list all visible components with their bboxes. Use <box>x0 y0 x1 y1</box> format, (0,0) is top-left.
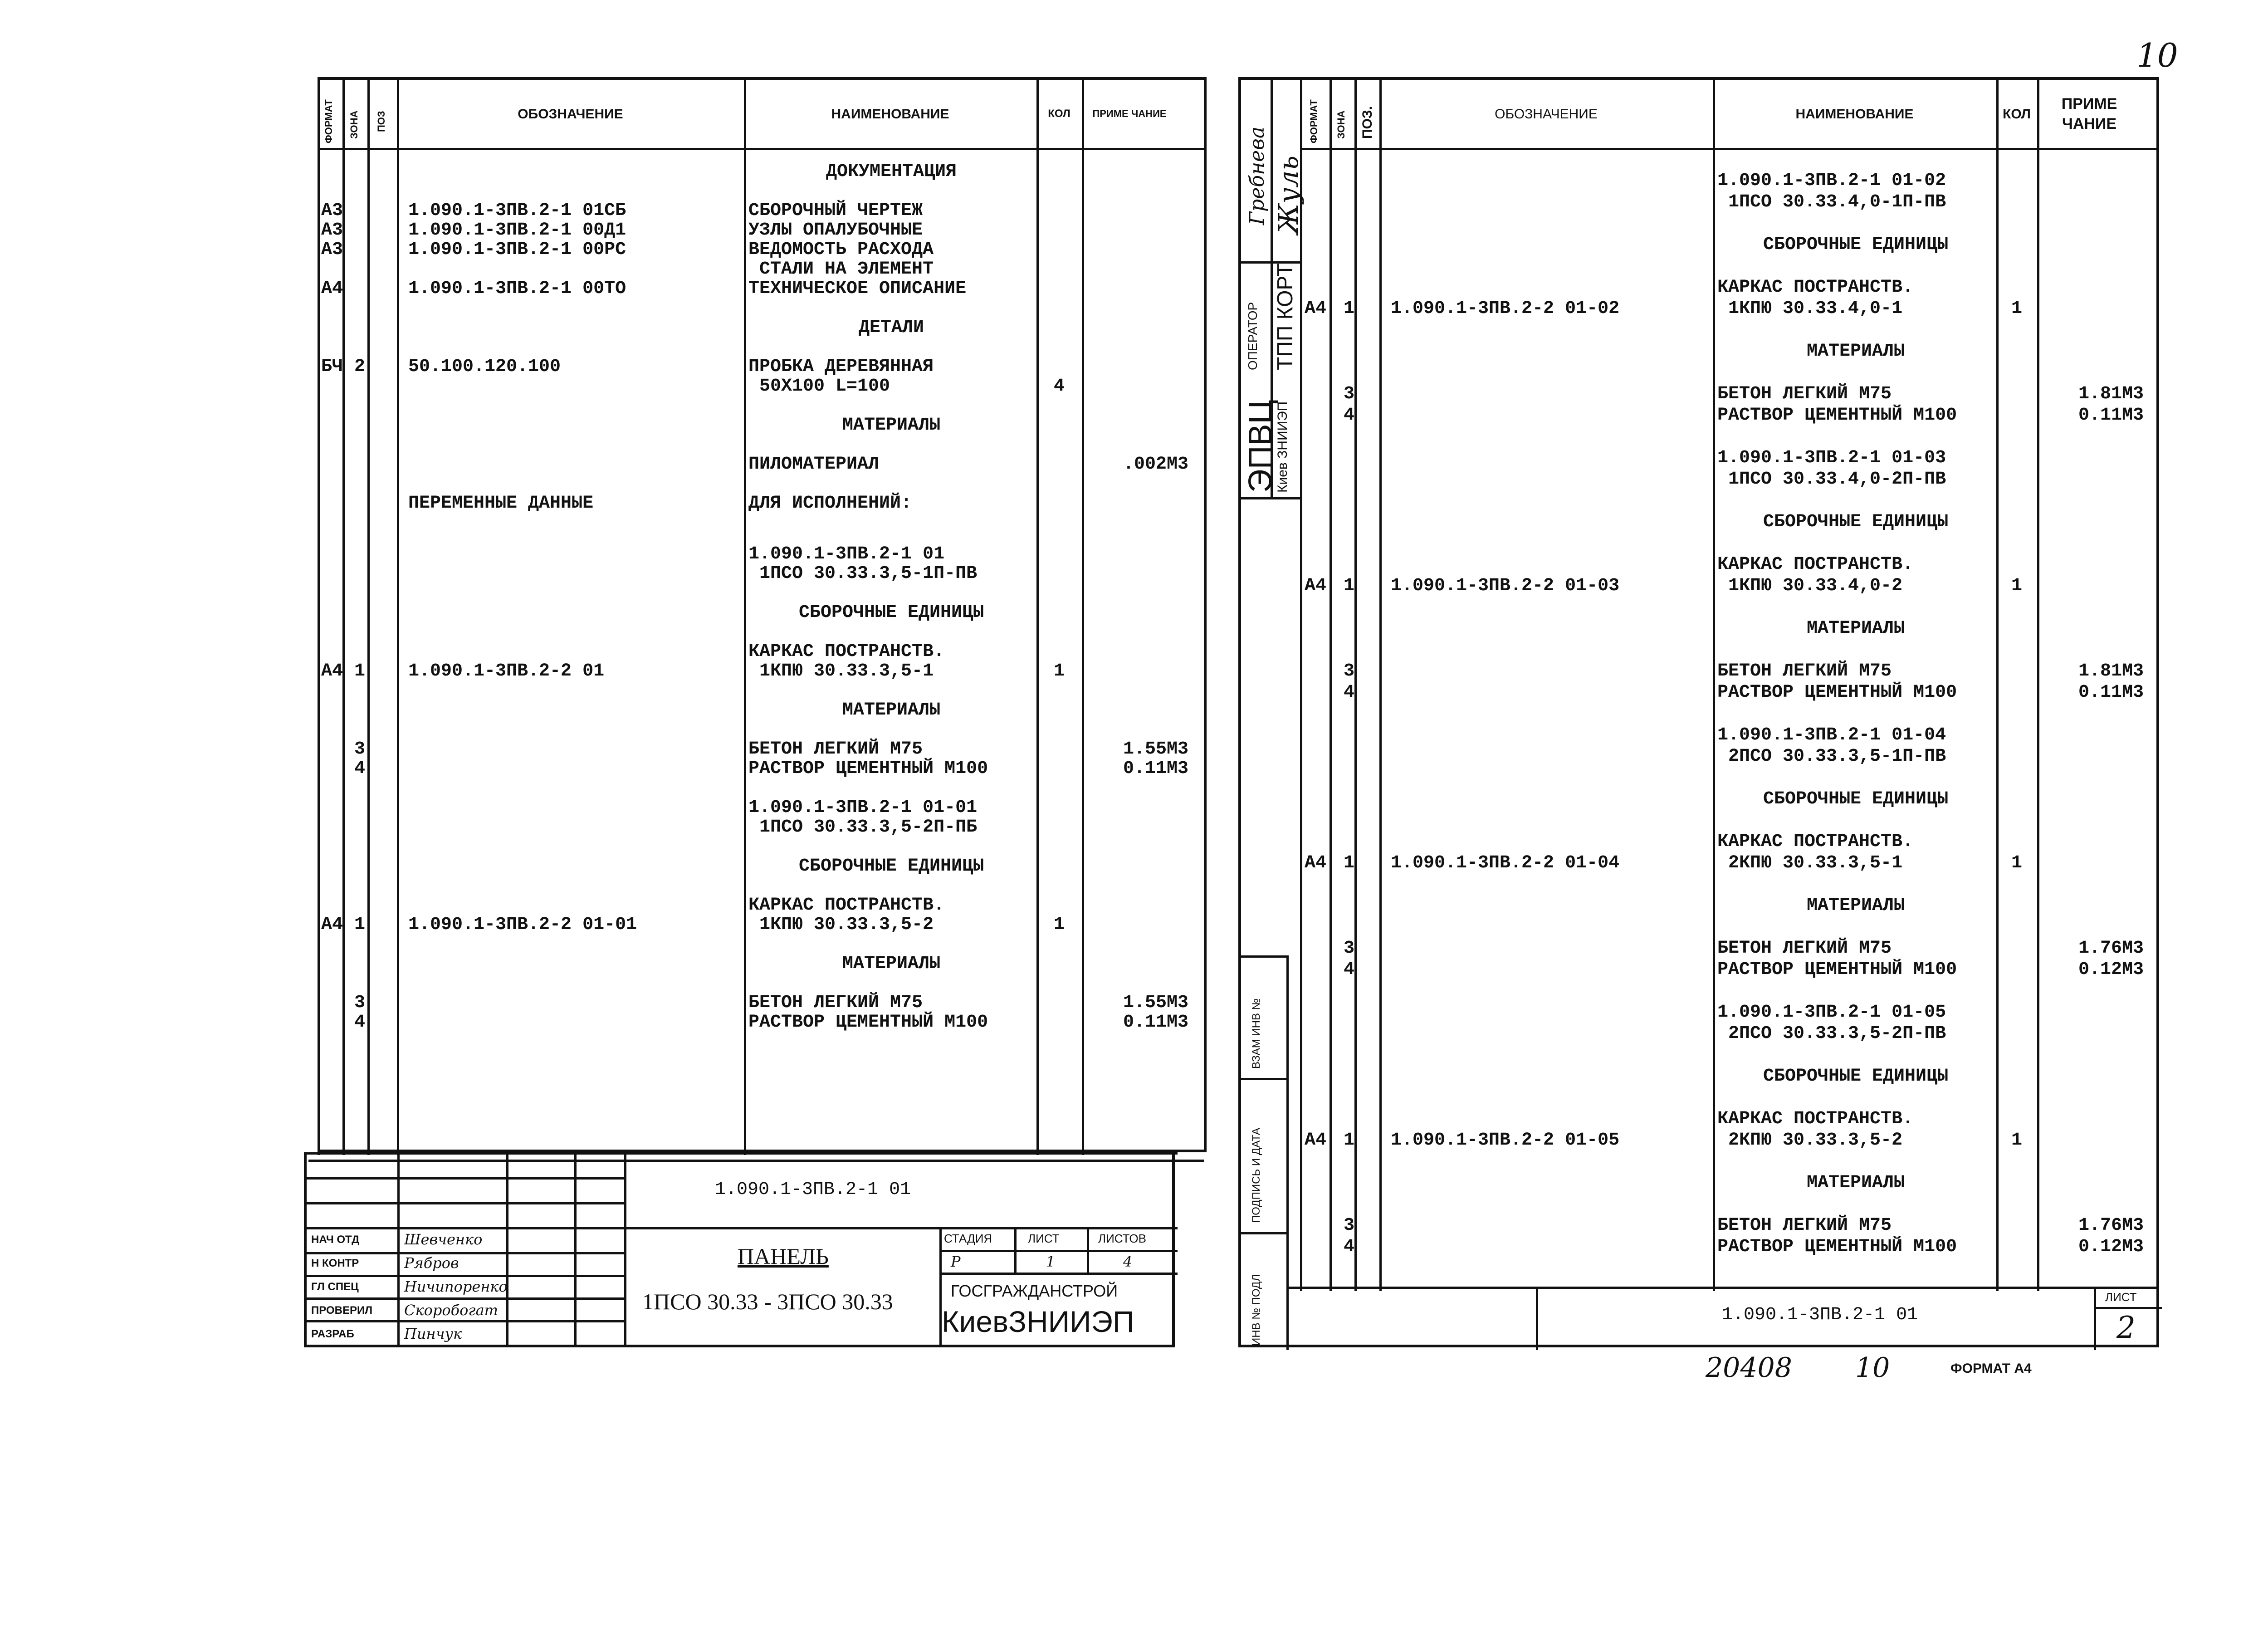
spec-row <box>1300 938 2162 961</box>
cell-n: МАТЕРИАЛЫ <box>842 700 941 720</box>
cell-n: МАТЕРИАЛЫ <box>842 953 941 974</box>
cell-n: 1.090.1-3ПВ.2-1 01 <box>748 543 945 564</box>
cell-f: А4 <box>1305 299 1327 319</box>
header-pos-2: ПОЗ. <box>1360 106 1375 139</box>
spec-row <box>318 915 1207 937</box>
cell-n: 1ПСО 30.33.4,0-1П-ПВ <box>1717 192 1946 212</box>
cell-n: СБОРОЧНЫЙ ЧЕРТЕЖ <box>748 201 923 221</box>
cell-p: 0.11М3 <box>1123 758 1188 779</box>
cell-n: СБОРОЧНЫЕ ЕДИНИЦЫ <box>1763 512 1949 532</box>
cell-n: БЕТОН ЛЕГКИЙ М75 <box>748 739 923 759</box>
cell-p: 1.81М3 <box>2078 661 2144 681</box>
spec-row <box>1300 618 2162 641</box>
cell-q: 1 <box>2011 299 2022 319</box>
cell-z: 4 <box>1343 959 1354 980</box>
cell-z: 4 <box>1343 1237 1354 1257</box>
spec-row <box>318 661 1207 684</box>
spec-row <box>1300 682 2162 705</box>
cell-z: 4 <box>354 758 365 779</box>
title-code: 1.090.1-3ПВ.2-1 01 <box>715 1180 911 1200</box>
signature-name: Скоробогат <box>404 1302 498 1319</box>
page-number-top: 10 <box>2136 36 2178 74</box>
spec-row <box>1300 1215 2162 1238</box>
cell-z: 4 <box>1343 682 1354 703</box>
signature-name: Ничипоренко <box>404 1278 508 1295</box>
cell-n: МАТЕРИАЛЫ <box>1806 1173 1905 1193</box>
spec-row <box>1300 832 2162 854</box>
header-pos: ПОЗ <box>376 111 387 132</box>
cell-z: 1 <box>354 661 365 681</box>
spec-row <box>318 602 1207 625</box>
cell-d: 1.090.1-3ПВ.2-2 01-01 <box>408 914 637 935</box>
spec-row <box>318 563 1207 586</box>
title-name-1: ПАНЕЛЬ <box>738 1243 829 1269</box>
spec-row <box>1300 896 2162 918</box>
footer-sheet-label: ЛИСТ <box>2105 1290 2137 1304</box>
cell-z: 3 <box>1343 1215 1354 1236</box>
header-designation: ОБОЗНАЧЕНИЕ <box>518 106 623 122</box>
header-zone: ЗОНА <box>348 110 360 139</box>
spec-row <box>1300 661 2162 684</box>
header-qty-2: КОЛ <box>2003 106 2031 122</box>
spec-row <box>318 162 1207 184</box>
cell-n: БЕТОН ЛЕГКИЙ М75 <box>1717 938 1892 959</box>
side-name-1: Гребнева <box>1246 126 1269 225</box>
cell-p: 1.76М3 <box>2078 938 2144 959</box>
cell-z: 1 <box>1343 299 1354 319</box>
spec-row <box>318 376 1207 399</box>
cell-q: 1 <box>2011 1130 2022 1150</box>
title-name-2: 1ПСО 30.33 - 3ПСО 30.33 <box>642 1289 893 1314</box>
spec-row <box>318 279 1207 301</box>
footer-format: ФОРМАТ А4 <box>1950 1361 2032 1376</box>
value-sheets: 4 <box>1123 1253 1133 1270</box>
cell-n: КАРКАС ПОСТРАНСТВ. <box>748 895 945 915</box>
cell-z: 3 <box>354 992 365 1013</box>
cell-n: КАРКАС ПОСТРАНСТВ. <box>1717 277 1914 298</box>
spec-row <box>318 700 1207 723</box>
cell-p: 1.55М3 <box>1123 739 1188 759</box>
cell-n: МАТЕРИАЛЫ <box>1806 896 1905 916</box>
spec-row <box>1300 746 2162 769</box>
spec-sheet-1 <box>318 77 1207 1152</box>
cell-n: 1.090.1-3ПВ.2-1 01-01 <box>748 797 978 818</box>
cell-d: ПЕРЕМЕННЫЕ ДАННЫЕ <box>408 493 594 514</box>
label-stage: СТАДИЯ <box>944 1232 992 1245</box>
title-block-1 <box>304 1152 1175 1347</box>
spec-sheet-2 <box>1238 77 2159 1347</box>
cell-f: А4 <box>1305 576 1327 596</box>
side-podp: ПОДПИСЬ И ДАТА <box>1250 1127 1262 1223</box>
value-sheet: 1 <box>1046 1253 1056 1270</box>
cell-q: 1 <box>2011 853 2022 873</box>
spec-row <box>318 493 1207 516</box>
spec-row <box>318 454 1207 477</box>
footer-code-2: 1.090.1-3ПВ.2-1 01 <box>1722 1305 1918 1325</box>
spec-row <box>1300 192 2162 215</box>
cell-d: 1.090.1-3ПВ.2-1 00ТО <box>408 279 626 299</box>
cell-n: 2КПЮ 30.33.3,5-1 <box>1717 853 1903 873</box>
spec-row <box>1300 384 2162 406</box>
org-name-1: ГОСГРАЖДАНСТРОЙ <box>951 1282 1118 1300</box>
spec-row <box>1300 341 2162 364</box>
cell-n: 50Х100 L=100 <box>748 376 890 396</box>
spec-row <box>1300 1066 2162 1089</box>
cell-z: 1 <box>1343 576 1354 596</box>
spec-row <box>1300 1173 2162 1195</box>
cell-n: КАРКАС ПОСТРАНСТВ. <box>748 641 945 662</box>
spec-row <box>1300 959 2162 982</box>
cell-n: РАСТВОР ЦЕМЕНТНЫЙ М100 <box>1717 405 1957 426</box>
cell-f: А4 <box>321 914 343 935</box>
label-sheets: ЛИСТОВ <box>1098 1232 1146 1245</box>
side-kiev: Киев ЗНИИЭП <box>1275 401 1290 493</box>
header-format: ФОРМАТ <box>323 99 334 143</box>
spec-row <box>1300 405 2162 428</box>
signature-role: ПРОВЕРИЛ <box>311 1304 373 1317</box>
spec-row <box>1300 576 2162 598</box>
cell-n: КАРКАС ПОСТРАНСТВ. <box>1717 554 1914 575</box>
cell-f: А4 <box>1305 1130 1327 1150</box>
header-name: НАИМЕНОВАНИЕ <box>831 106 949 122</box>
spec-row <box>1300 1002 2162 1025</box>
cell-z: 1 <box>1343 1130 1354 1150</box>
spec-row <box>1300 1130 2162 1153</box>
cell-p: 1.76М3 <box>2078 1215 2144 1236</box>
cell-n: СБОРОЧНЫЕ ЕДИНИЦЫ <box>798 602 984 623</box>
cell-n: МАТЕРИАЛЫ <box>1806 618 1905 639</box>
footer-sheet-number: 2 <box>2116 1310 2136 1345</box>
cell-n: 2ПСО 30.33.3,5-2П-ПВ <box>1717 1023 1946 1044</box>
cell-q: 1 <box>1053 661 1065 681</box>
header-name-2: НАИМЕНОВАНИЕ <box>1795 106 1914 122</box>
cell-z: 3 <box>354 739 365 759</box>
cell-n: ДОКУМЕНТАЦИЯ <box>826 162 957 182</box>
cell-f: А4 <box>1305 853 1327 873</box>
cell-n: РАСТВОР ЦЕМЕНТНЫЙ М100 <box>1717 959 1957 980</box>
spec-row <box>318 318 1207 340</box>
spec-row <box>318 759 1207 781</box>
cell-f: А3 <box>321 201 343 221</box>
cell-d: 1.090.1-3ПВ.2-1 00Д1 <box>408 220 626 240</box>
value-stage: Р <box>951 1253 961 1270</box>
spec-row <box>1300 448 2162 470</box>
cell-p: 1.81М3 <box>2078 384 2144 404</box>
cell-n: 1.090.1-3ПВ.2-1 01-03 <box>1717 448 1946 468</box>
cell-p: .002М3 <box>1123 454 1188 475</box>
side-name-2: Жуль <box>1273 155 1305 234</box>
cell-n: БЕТОН ЛЕГКИЙ М75 <box>1717 1215 1892 1236</box>
cell-n: БЕТОН ЛЕГКИЙ М75 <box>748 992 923 1013</box>
cell-q: 1 <box>2011 576 2022 596</box>
signature-role: ГЛ СПЕЦ <box>311 1281 359 1293</box>
cell-n: РАСТВОР ЦЕМЕНТНЫЙ М100 <box>748 758 988 779</box>
label-sheet: ЛИСТ <box>1028 1232 1060 1245</box>
spec-row <box>318 415 1207 438</box>
cell-n: ВЕДОМОСТЬ РАСХОДА <box>748 240 934 260</box>
spec-row <box>1300 469 2162 492</box>
spec-row <box>318 856 1207 879</box>
org-name-2: КиевЗНИИЭП <box>942 1305 1134 1338</box>
cell-d: 50.100.120.100 <box>408 357 561 377</box>
cell-q: 4 <box>1053 376 1065 396</box>
cell-z: 3 <box>1343 384 1354 404</box>
spec-row <box>1300 1109 2162 1131</box>
cell-p: 0.11М3 <box>2078 405 2144 426</box>
cell-f: БЧ <box>321 357 343 377</box>
spec-row <box>318 817 1207 840</box>
spec-row <box>1300 171 2162 193</box>
cell-n: БЕТОН ЛЕГКИЙ М75 <box>1717 661 1892 681</box>
spec-row <box>1300 299 2162 321</box>
cell-n: СТАЛИ НА ЭЛЕМЕНТ <box>748 259 934 279</box>
cell-q: 1 <box>1053 914 1065 935</box>
cell-z: 3 <box>1343 938 1354 959</box>
cell-n: 1ПСО 30.33.3,5-2П-ПБ <box>748 817 978 837</box>
cell-n: МАТЕРИАЛЫ <box>842 415 941 436</box>
cell-n: 1КПЮ 30.33.3,5-2 <box>748 914 934 935</box>
cell-n: РАСТВОР ЦЕМЕНТНЫЙ М100 <box>1717 682 1957 703</box>
signature-name: Шевченко <box>404 1231 483 1248</box>
signature-name: Рябров <box>404 1254 459 1272</box>
header-designation-2: ОБОЗНАЧЕНИЕ <box>1495 106 1598 122</box>
cell-z: 4 <box>1343 405 1354 426</box>
spec-row <box>1300 235 2162 257</box>
spec-rows-1 <box>318 162 1207 1033</box>
cell-z: 1 <box>354 914 365 935</box>
signature-name: Пинчук <box>404 1325 462 1342</box>
cell-p: 0.12М3 <box>2078 1237 2144 1257</box>
cell-p: 1.55М3 <box>1123 992 1188 1013</box>
cell-n: КАРКАС ПОСТРАНСТВ. <box>1717 1109 1914 1129</box>
spec-row <box>318 1012 1207 1035</box>
footer-mid-number: 10 <box>1855 1352 1890 1384</box>
cell-z: 4 <box>354 1012 365 1033</box>
cell-f: А4 <box>321 661 343 681</box>
spec-row <box>318 954 1207 976</box>
cell-n: КАРКАС ПОСТРАНСТВ. <box>1717 832 1914 852</box>
signature-role: Н КОНТР <box>311 1257 359 1269</box>
cell-n: 2ПСО 30.33.3,5-1П-ПВ <box>1717 746 1946 767</box>
cell-n: 1КПЮ 30.33.4,0-2 <box>1717 576 1903 596</box>
spec-row <box>1300 789 2162 812</box>
side-operator: ОПЕРАТОР <box>1246 302 1260 370</box>
cell-f: А4 <box>321 279 343 299</box>
cell-n: ТЕХНИЧЕСКОЕ ОПИСАНИЕ <box>748 279 967 299</box>
signature-role: НАЧ ОТД <box>311 1234 360 1246</box>
spec-row <box>1300 512 2162 534</box>
signature-rows <box>307 1227 624 1347</box>
cell-n: 1КПЮ 30.33.3,5-1 <box>748 661 934 681</box>
cell-p: 0.11М3 <box>2078 682 2144 703</box>
header-zone-2: ЗОНА <box>1335 110 1347 139</box>
cell-n: 1ПСО 30.33.4,0-2П-ПВ <box>1717 469 1946 489</box>
cell-f: А3 <box>321 240 343 260</box>
spec-row <box>1300 1237 2162 1259</box>
header-note-2: ПРИМЕ ЧАНИЕ <box>2061 95 2117 132</box>
header-qty: КОЛ <box>1048 108 1070 120</box>
cell-n: 1.090.1-3ПВ.2-1 01-04 <box>1717 725 1946 745</box>
side-vzam: ВЗАМ ИНВ № <box>1250 998 1262 1069</box>
cell-z: 2 <box>354 357 365 377</box>
spec-row <box>1300 853 2162 876</box>
cell-n: ДЕТАЛИ <box>858 318 924 338</box>
cell-n: МАТЕРИАЛЫ <box>1806 341 1905 362</box>
cell-n: РАСТВОР ЦЕМЕНТНЫЙ М100 <box>748 1012 988 1033</box>
cell-d: 1.090.1-3ПВ.2-1 00РС <box>408 240 626 260</box>
cell-n: РАСТВОР ЦЕМЕНТНЫЙ М100 <box>1717 1237 1957 1257</box>
cell-d: 1.090.1-3ПВ.2-1 01СБ <box>408 201 626 221</box>
cell-p: 0.11М3 <box>1123 1012 1188 1033</box>
cell-d: 1.090.1-3ПВ.2-2 01-03 <box>1391 576 1620 596</box>
cell-z: 1 <box>1343 853 1354 873</box>
side-inv: ИНВ № ПОДЛ <box>1250 1274 1262 1346</box>
cell-d: 1.090.1-3ПВ.2-2 01 <box>408 661 605 681</box>
spec-row <box>1300 1023 2162 1046</box>
cell-n: ПИЛОМАТЕРИАЛ <box>748 454 880 475</box>
cell-p: 0.12М3 <box>2078 959 2144 980</box>
cell-d: 1.090.1-3ПВ.2-2 01-02 <box>1391 299 1620 319</box>
side-tpp: ТПП КОРТ <box>1273 263 1297 370</box>
header-note: ПРИМЕ ЧАНИЕ <box>1092 108 1167 119</box>
cell-n: СБОРОЧНЫЕ ЕДИНИЦЫ <box>1763 235 1949 255</box>
spec-row <box>1300 277 2162 300</box>
side-epvc: ЭПВЦ <box>1242 400 1279 493</box>
cell-f: А3 <box>321 220 343 240</box>
cell-n: ДЛЯ ИСПОЛНЕНИЙ: <box>748 493 912 514</box>
cell-d: 1.090.1-3ПВ.2-2 01-05 <box>1391 1130 1620 1150</box>
cell-n: 1КПЮ 30.33.4,0-1 <box>1717 299 1903 319</box>
cell-n: 1.090.1-3ПВ.2-1 01-02 <box>1717 171 1946 191</box>
footer-left-number: 20408 <box>1706 1352 1792 1384</box>
cell-n: 1.090.1-3ПВ.2-1 01-05 <box>1717 1002 1946 1023</box>
cell-n: СБОРОЧНЫЕ ЕДИНИЦЫ <box>798 856 984 876</box>
cell-n: СБОРОЧНЫЕ ЕДИНИЦЫ <box>1763 789 1949 809</box>
cell-n: УЗЛЫ ОПАЛУБОЧНЫЕ <box>748 220 923 240</box>
cell-n: БЕТОН ЛЕГКИЙ М75 <box>1717 384 1892 404</box>
cell-n: 2КПЮ 30.33.3,5-2 <box>1717 1130 1903 1150</box>
cell-n: 1ПСО 30.33.3,5-1П-ПВ <box>748 563 978 584</box>
cell-z: 3 <box>1343 661 1354 681</box>
spec-row <box>1300 554 2162 577</box>
header-format-2: ФОРМАТ <box>1308 99 1320 143</box>
signature-role: РАЗРАБ <box>311 1328 354 1340</box>
spec-rows-2 <box>1300 171 2162 1282</box>
cell-d: 1.090.1-3ПВ.2-2 01-04 <box>1391 853 1620 873</box>
spec-row <box>1300 725 2162 748</box>
cell-n: ПРОБКА ДЕРЕВЯННАЯ <box>748 357 934 377</box>
cell-n: СБОРОЧНЫЕ ЕДИНИЦЫ <box>1763 1066 1949 1087</box>
